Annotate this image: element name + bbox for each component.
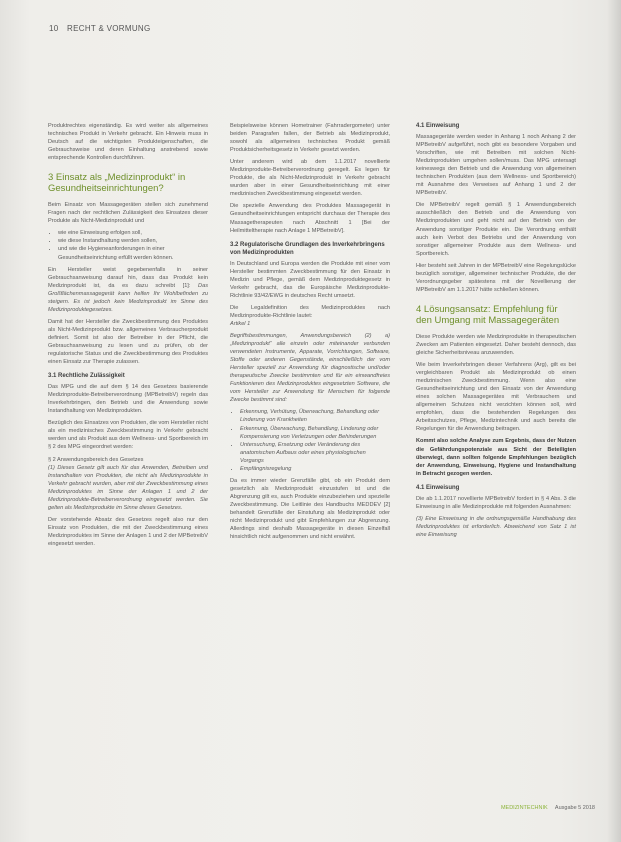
column-1 [48, 122, 208, 552]
paragraph [48, 266, 208, 314]
paragraph: Die spezielle Anwendung des Produktes Massagegerät in Gesundheitseinrichtungen entspricht durchaus der Therapie des Massagetherapeuten nach Abschnitt 1 [Bei der Heilmitteltherapie nach Anlage 1 MPBetreibV]. [230, 203, 390, 234]
subsection-heading: 4.1 Einweisung [416, 123, 460, 129]
paragraph: Die ab 1.1.2017 novellierte MPBetreibV fordert in § 4 Abs. 3 die Einweisung in alle Medizinprodukte mit folgenden Ausnahmen: [416, 495, 576, 510]
paragraph-text: Die Legaldefinition des Medizinproduktes nach Medizinprodukte-Richtlinie lautet: [230, 304, 390, 319]
quote-text: Begriffsbestimmungen, Anwendungsbereich (2) a) „Medizinprodukt“ alle einzeln oder miteinander verbunden verwendeten Instrumente, Apparate, Vorrichtungen, Software, Stoffe oder anderen Gegenstände, einschließlich der vom Hersteller speziell zur Anwendung für diagnostische und/oder therapeutische Zwecke bestimmten und für ein einwandfreies Funktionieren des Medizinproduktes eingesetzten Software, die vom Hersteller zur Anwendung für Menschen für folgende Zwecke bestimmt sind: [230, 332, 390, 404]
subsection-heading: 3.2 Regulatorische Grundlagen des Inverkehrbringens von Medizinprodukten [230, 241, 385, 256]
section-heading: 4 Lösungsansatz: Empfehlung für den Umgang mit Massagegeräten [416, 303, 560, 326]
paragraph: Beim Einsatz von Massagegeräten stellen sich zunehmend Fragen nach der rechtlichen Zulässigkeit des Einsatzes dieser Produkte als Nicht-Medizinprodukt und [48, 202, 208, 225]
subsection-heading: 3.1 Rechtliche Zulässigkeit [48, 373, 125, 380]
page-edge-shadow [607, 0, 621, 842]
article-label: Artikel 1 [230, 320, 251, 327]
list-item: • Empfängnisregelung [240, 465, 390, 473]
paragraph: Beispielsweise können Hometrainer (Fahrradergometer) unter beiden Paragrafen fallen, der Betrieb als Medizinprodukt, sowohl als allgemeines technisches Produkt gemäß Produktsicherheitsgesetz in Verkehr gesetzt werden. [230, 123, 390, 154]
subsection-heading: 4.1 Einweisung [416, 484, 460, 491]
quote-text: (3) Eine Einweisung in die ordnungsgemäße Handhabung des Medizinproduktes ist erforderlich. Abweichend von Satz 1 ist eine Einweisung [416, 515, 576, 538]
magazine-brand: MEDIZINTECHNIK [500, 805, 548, 811]
bullet-list [230, 408, 390, 472]
list-item: • Erkennung, Überwachung, Behandlung, Linderung oder Kompensierung von Verletzungen oder Behinderungen [240, 425, 390, 441]
section-heading: 3 Einsatz als „Medizinprodukt“ in Gesundheitseinrichtungen? [48, 172, 186, 195]
paragraph: Diese Produkte werden wie Medizinprodukte in therapeutischen Zwecken am Patienten eingesetzt. Daher besteht dennoch, das gleiche Sicherheitsniveau anzuwenden. [416, 333, 576, 356]
paragraph: Damit hat der Hersteller die Zweckbestimmung des Produktes als Nicht-Medizinprodukt bzw. allgemeines Verbraucherprodukt definiert. Somit ist also der Betreiber in der Pflicht, die Gebrauchsanweisung zu lesen und zu prüfen, ob der regulatorische Status und die Zweckbestimmung des Produktes einen Einsatz zur Therapie zulassen. [48, 318, 208, 366]
paragraph [230, 304, 390, 328]
page-number: 10 [49, 24, 59, 33]
section-title: RECHT & VORMUNG [67, 24, 151, 33]
paragraph: Hier besteht seit Jahren in der MPBetreibV eine Regelungslücke bezüglich sonstiger, allgemeiner technischer Produkte, die der Verordnungsgeber spätestens mit der Novellierung der MPBetreibV am 1.1.2017 hätte schließen können. [416, 262, 576, 293]
page-footer [501, 805, 595, 811]
paragraph: Da es immer wieder Grenzfälle gibt, ob ein Produkt dem gesetzlich als Medizinprodukt einzustufen ist und die Abgrenzung gilt es, auch Produkte einzubeziehen und spezielle Zweckbestimmung. Die Leitlinie des Handbuchs MEDDEV [2] behandelt Grenzfälle der Einstufung als Medizinprodukt oder nicht Medizinprodukt und gibt Empfehlungen zur Abgrenzung. Allerdings sind deshalb Massagegeräte in diesen Einzelfall hinsichtlich nicht aufgenommen und nicht erwähnt. [230, 477, 390, 541]
issue-label: Ausgabe 5 2018 [554, 805, 595, 811]
running-header [49, 24, 151, 33]
list-item: • Erkennung, Verhütung, Überwachung, Behandlung oder Linderung von Krankheiten [240, 408, 390, 424]
list-item: • Untersuchung, Ersetzung oder Veränderung des anatomischen Aufbaus oder eines physiologischen Vorgangs [240, 441, 390, 465]
paragraph: Die MPBetreibV regelt gemäß § 1 Anwendungsbereich ausschließlich den Betrieb und die Anwendung von Medizinprodukten und geht nicht auf den Betrieb von der Anwendung sonstiger Produkte ein. Die Verordnung enthält auch kein Verbot des Betriebs und der Anwendung von sonstiger allgemeiner Produkte aus dem Wellness- und Sportbereich. [416, 202, 576, 257]
paragraph: Bezüglich des Einsatzes von Produkten, die vom Hersteller nicht als ein medizinisches Zweckbestimmung in Verkehr gebracht werden und als Produkt aus dem Wellness- und Sportbereich im § 2 des MPG eingeordnet werden: [48, 420, 208, 451]
paragraph: In Deutschland und Europa werden die Produkte mit einer vom Hersteller bestimmten Zweckbestimmung für den Einsatz in Medizin und Pflege, gemäß dem Medizinproduktegesetz in Verkehr gebracht, das die Europäische Medizinprodukte-Richtlinie 93/42/EWG in deutsches Recht umsetzt. [230, 260, 390, 299]
column-2 [230, 122, 390, 545]
paragraph: Der vorstehende Absatz des Gesetzes regelt also nur den Einsatz von Produkten, die mit der Zweckbestimmung eines Medizinproduktes im Sinne der Anlagen 1 und 2 der MPBetreibV eingesetzt werden. [48, 516, 208, 547]
bullet-list [48, 229, 208, 261]
quote-text: Das Großflächenmassagegerät kann helfen Ihr Wohlbefinden zu steigern. Es ist jedoch kein Medizinprodukt im Sinne des Medizinproduktegesetzes. [48, 282, 208, 313]
law-reference: § 2 Anwendungsbereich des Gesetzes [48, 456, 144, 463]
paragraph: Massagegeräte werden weder in Anhang 1 noch Anhang 2 der MPBetreibV aufgeführt, noch gibt es besondere Vorgaben und Vorschriften, wie mit Betreiben mit solchen Nicht-Medizinprodukten umgehen sollen/muss. Das MPG untersagt keineswegs den Betrieb und die Anwendung von allgemeinen technischen Produkten (aus dem Wellness- und Sportbereich) mit Ausnahme des Verweises auf Anhang 1 und 2 der MPBetreibV. [416, 134, 576, 197]
paragraph: Wie beim Inverkehrbringen dieser Verfahrens (Arg), gilt es bei vergleichbaren Produkt als Medizinprodukt ob einen medizinischen Zweckbestimmung. Wenn also eine Gesundheitseinrichtung und den Einsatz von der Anwendung eines solchen Massagegerätes mit Verbrauchern und allgemeinen Schutzes nicht verzichten können soll, wird empfohlen, dass die bestehenden Regelungen des Arbeitsschutzes, Pflege, Medizintechnik und auch bereits die Regelungen für die Anwendung beitragen. [416, 362, 576, 433]
paragraph: Produktrechtes eigenständig. Es wird weiter als allgemeines technisches Produkt in Verkehr gebracht. Ein Hinweis muss in Deutsch auf die wichtigsten Produkteigenschaften, die Gebrauchsweise und deren Einhaltung anstrebend sowie entsprechende Kontrollen durchführen. [48, 123, 208, 162]
paragraph [48, 456, 208, 512]
bold-paragraph: Kommt also solche Analyse zum Ergebnis, dass der Nutzen die Gefährdungspotenziale aus Sicht der Beteiligten überwiegt, dann sollten folgende Empfehlungen bezüglich der Anwendung, Einweisung, Hygiene und Instandhaltung in Betracht gezogen werden. [416, 438, 576, 477]
column-3 [416, 122, 576, 543]
list-item: • und wie die Hygieneanforderungen in einer Gesundheitseinrichtung erfüllt werden können. [58, 245, 208, 261]
paragraph: Das MPG und die auf dem § 14 des Gesetzes basierende Medizinprodukte-Betreiberverordnung (MPBetreibV) regeln das Inverkehrbringen, den Betrieb und die Anwendung sowie Instandhaltung von Medizinprodukten. [48, 384, 208, 415]
paragraph: Unter anderem wird ab dem 1.1.2017 novellierte Medizinprodukte-Betreiberverordnung geregelt. Es legen für Produkte, die als Nicht-Medizinprodukt in Verkehr gebracht wurden aber in einer Gesundheitseinrichtung mit einer medizinischen Zweckbestimmung eingesetzt werden. [230, 159, 390, 198]
list-item: • wie eine Einweisung erfolgen soll, [58, 229, 208, 237]
list-item: • wie diese Instandhaltung werden sollen, [58, 237, 208, 245]
paragraph-text: Ein Hersteller weist gegebenenfalls in seiner Gebrauchsanweisung darauf hin, dass das Produkt kein Medizinprodukt ist, da es dazu schreibt [1]: [48, 266, 208, 289]
quote-text: (1) Dieses Gesetz gilt auch für das Anwenden, Betreiben und Instandhalten von Produkten, die nicht als Medizinprodukte in Verkehr gebracht wurden, aber mit der Zweckbestimmung eines Medizinproduktes im Sinne der Anlagen 1 und 2 der Medizinprodukte-Betreiberverordnung eingesetzt werden. Sie gelten als Medizinprodukte im Sinne dieses Gesetzes. [48, 464, 208, 511]
